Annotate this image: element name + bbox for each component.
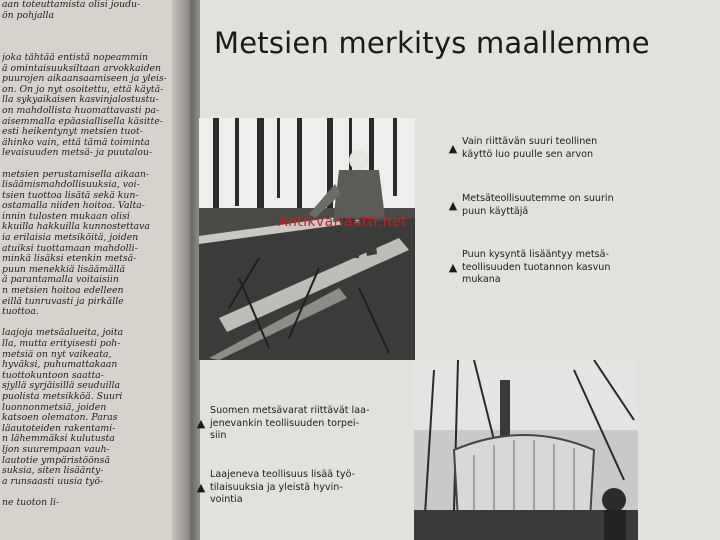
bullet-item [444, 136, 634, 161]
bullet-item [444, 249, 634, 287]
left-text-line [2, 21, 172, 32]
left-text-line: metsiä on nyt vaikeata, [2, 349, 112, 360]
triangle-bullet-icon: ▲ [448, 261, 458, 275]
left-text-line: tuottoa. [2, 307, 39, 318]
left-text-line: katsoen olematon. Paras [2, 413, 118, 424]
left-text-line: puolista metsikköä. Suuri [2, 391, 123, 402]
left-text-line: minkä lisäksi etenkin metsä- [2, 254, 137, 265]
left-text-line: kkuilla hakkuilla kunnostettava [2, 222, 150, 233]
left-text-line: suksia, siten lisäänty- [2, 466, 104, 477]
left-text-line: lla sykyaikaisen kasvinjalostustu- [2, 95, 159, 106]
left-text-line: joka tähtää entistä nopeammin [2, 52, 149, 63]
left-text-line: levaisuuden metsä- ja puutalou- [2, 148, 153, 159]
left-text-line: ä parantamalla voitaisiin [2, 275, 119, 286]
bullet-text: Laajeneva teollisuus lisää työ- tilaisuuksia ja yleistä hyvin- vointia [210, 469, 356, 505]
page-title: Metsien merkitys maallemme [214, 26, 650, 60]
left-text-line: esti heikentynyt metsien tuot- [2, 127, 143, 138]
left-text-line: on. On jo nyt osoitettu, että käytä- [2, 84, 164, 95]
bullet-item [192, 405, 392, 443]
bullet-item [444, 193, 634, 218]
harbor-crane-photo [414, 360, 638, 540]
left-text-line: aisemmalla epäasiallisella käsitte- [2, 116, 163, 127]
left-page-text [2, 0, 172, 509]
triangle-bullet-icon: ▲ [196, 481, 206, 495]
left-text-line: lautotie ympäristöönsä [2, 455, 110, 466]
left-text-line [2, 42, 172, 53]
left-text-line: aan toteuttamista olisi joudu- [2, 0, 141, 10]
bullet-text: Puun kysyntä lisääntyy metsä- teollisuuden tuotannon kasvun mukana [462, 249, 611, 285]
forest-logging-photo [199, 118, 415, 360]
left-text-line: puun menekkiä lisäämällä [2, 264, 126, 275]
left-text-line: ä omintaisuuksiltaan arvokkaiden [2, 63, 162, 74]
bullet-text: Metsäteollisuutemme on suurin puun käyttäjä [462, 193, 614, 217]
left-text-line: sjyllä syrjäisillä seuduilla [2, 381, 121, 392]
left-text-line: lisäämismahdollisuuksia, voi- [2, 180, 140, 191]
bullet-item [192, 469, 392, 507]
left-text-line: n metsien hoitoa edelleen [2, 286, 124, 297]
left-text-line: innin tulosten mukaan olisi [2, 211, 130, 222]
bullet-text: Suomen metsävarat riittävät laa- jenevankin teollisuuden torpei- siin [210, 405, 370, 441]
left-text-line: ne tuoton li- [2, 497, 60, 508]
left-text-line: eillä tunruvasti ja pirkälle [2, 296, 124, 307]
bullet-text: Vain riittävän suuri teollinen käyttö luo puulle sen arvon [462, 136, 598, 160]
left-text-line: ähinko vain, että tämä toiminta [2, 137, 150, 148]
left-text-line: puurojen aikaansaamiseen ja yleis- [2, 74, 167, 85]
triangle-bullet-icon: ▲ [448, 142, 458, 155]
left-text-line: ia erilaisia metsiköitä, joiden [2, 233, 139, 244]
left-text-line: läautoteiden rakentami- [2, 423, 116, 434]
left-text-line: hyväksi, puhumattakaan [2, 360, 118, 371]
watermark: Antikvariaatti.net [278, 214, 408, 230]
left-text-line: ljon suurempaan vauh- [2, 444, 110, 455]
left-text-line: laajoja metsäalueita, joita [2, 328, 124, 339]
triangle-bullet-icon: ▲ [448, 199, 458, 212]
left-text-line: atuiksi tuottamaan mahdolli- [2, 243, 138, 254]
left-text-line [2, 487, 172, 498]
left-text-line: ön pohjalla [2, 10, 54, 21]
left-text-line [2, 318, 172, 329]
left-text-line: luonnonmetsiä, joiden [2, 402, 107, 413]
left-text-line: metsien perustamisella aikaan- [2, 169, 150, 180]
left-text-line [2, 32, 172, 43]
left-page [0, 0, 178, 540]
triangle-bullet-icon: ▲ [196, 417, 206, 431]
left-text-line: a runsaasti uusia työ- [2, 476, 104, 487]
left-text-line: n lähemmäksi kulutusta [2, 434, 115, 445]
left-text-line: lla, mutta erityisesti poh- [2, 339, 121, 349]
left-text-line: ostamalla niiden hoitoa. Valta- [2, 201, 145, 212]
left-text-line [2, 159, 172, 170]
left-text-line: on mahdollista huomattavasti pa- [2, 105, 160, 116]
left-text-line: tuottokuntoon saatta- [2, 370, 104, 381]
left-text-line: tsien tuottoa lisätä sekä kun- [2, 190, 139, 201]
